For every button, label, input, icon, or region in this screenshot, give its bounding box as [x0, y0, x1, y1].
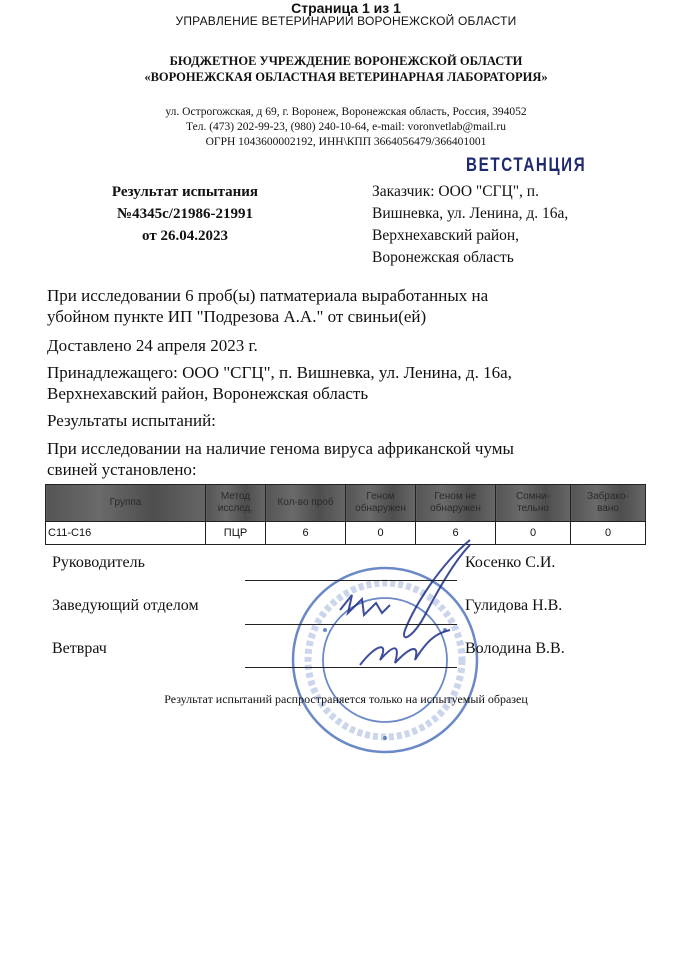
- header-text: Забрако-: [587, 491, 629, 502]
- column-header: [266, 485, 346, 522]
- signature-name: Косенко С.И.: [465, 554, 556, 571]
- column-header: [496, 485, 571, 522]
- org-contacts: Тел. (473) 202-99-23, (980) 240-10-64, e-mail: voronvetlab@mail.ru: [186, 121, 506, 133]
- footer-note: Результат испытаний распространяется только на испытуемый образец: [164, 692, 528, 706]
- delivery-date: Доставлено 24 апреля 2023 г.: [47, 336, 258, 355]
- page-number: Страница 1 из 1: [291, 0, 401, 16]
- text-line: Принадлежащего: ООО "СГЦ", п. Вишневка, ул. Ленина, д. 16а,: [47, 363, 512, 382]
- signature-role: Руководитель: [52, 554, 145, 571]
- result-date: от 26.04.2023: [142, 228, 228, 244]
- signature-name: Гулидова Н.В.: [465, 597, 563, 614]
- header-text: тельно: [517, 503, 549, 514]
- table-cell: 0: [571, 522, 646, 545]
- signature-line: [245, 624, 457, 625]
- customer-block: [372, 181, 672, 269]
- table-cell: ПЦР: [206, 522, 266, 545]
- org-name-line2: «ВОРОНЕЖСКАЯ ОБЛАСТНАЯ ВЕТЕРИНАРНАЯ ЛАБОРАТОРИЯ»: [144, 70, 548, 84]
- org-name-line1: БЮДЖЕТНОЕ УЧРЕЖДЕНИЕ ВОРОНЕЖСКОЙ ОБЛАСТИ: [169, 54, 523, 68]
- customer-line: Вишневка, ул. Ленина, д. 16а,: [372, 205, 569, 222]
- result-title: Результат испытания: [111, 184, 259, 200]
- customer-line: Воронежская область: [372, 249, 514, 266]
- customer-line: Верхнехавский район,: [372, 227, 520, 244]
- results-heading: Результаты испытаний:: [47, 411, 216, 430]
- text-line: При исследовании на наличие генома вируса африканской чумы: [47, 439, 514, 458]
- column-header: [571, 485, 646, 522]
- column-header: [46, 485, 206, 522]
- header-text: Геном не: [434, 491, 477, 502]
- signature-line: [245, 667, 457, 668]
- column-header: [206, 485, 266, 522]
- header-text: обнаружен: [430, 503, 481, 514]
- result-number: №4345с/21986-21991: [117, 206, 253, 222]
- org-address: ул. Острогожская, д 69, г. Воронеж, Воронежская область, Россия, 394052: [165, 106, 527, 118]
- header-text: исслед.: [217, 503, 254, 514]
- finding-paragraph: [47, 438, 667, 480]
- authority-name: УПРАВЛЕНИЕ ВЕТЕРИНАРИИ ВОРОНЕЖСКОЙ ОБЛАСТИ: [175, 14, 517, 28]
- text-line: При исследовании 6 проб(ы) патматериала выработанных на: [47, 286, 489, 305]
- signature-line: [245, 580, 457, 581]
- vetstation-stamp: ВЕТСТАНЦИЯ: [466, 155, 587, 176]
- table-cell: 0: [346, 522, 416, 545]
- table-header-row: [46, 485, 646, 522]
- header-text: обнаружен: [355, 503, 406, 514]
- signature-name: Володина В.В.: [465, 640, 565, 657]
- table-cell: С11-С16: [46, 522, 206, 545]
- signature-role: Заведующий отделом: [52, 597, 199, 614]
- customer-line: Заказчик: ООО "СГЦ", п.: [372, 183, 539, 200]
- text-line: свиней установлено:: [47, 460, 197, 479]
- header-text: Геном: [366, 491, 395, 502]
- table-cell: 6: [416, 522, 496, 545]
- body-paragraph: [47, 285, 667, 327]
- header-text: вано: [597, 503, 619, 514]
- table-cell: 0: [496, 522, 571, 545]
- header-text: Группа: [109, 497, 142, 508]
- column-header: [346, 485, 416, 522]
- column-header: [416, 485, 496, 522]
- header-text: Метод: [220, 491, 251, 502]
- result-block: [60, 181, 310, 247]
- owner-paragraph: [47, 362, 667, 404]
- header-text: Кол-во проб: [277, 497, 334, 508]
- org-ids: ОГРН 1043600002192, ИНН\КПП 3664056479/366401001: [205, 136, 487, 148]
- text-line: Верхнехавский район, Воронежская область: [47, 384, 369, 403]
- table-cell: 6: [266, 522, 346, 545]
- signature-role: Ветврач: [52, 640, 107, 657]
- header-text: Сомни-: [515, 491, 551, 502]
- text-line: убойном пункте ИП "Подрезова А.А." от свиньи(ей): [47, 307, 427, 326]
